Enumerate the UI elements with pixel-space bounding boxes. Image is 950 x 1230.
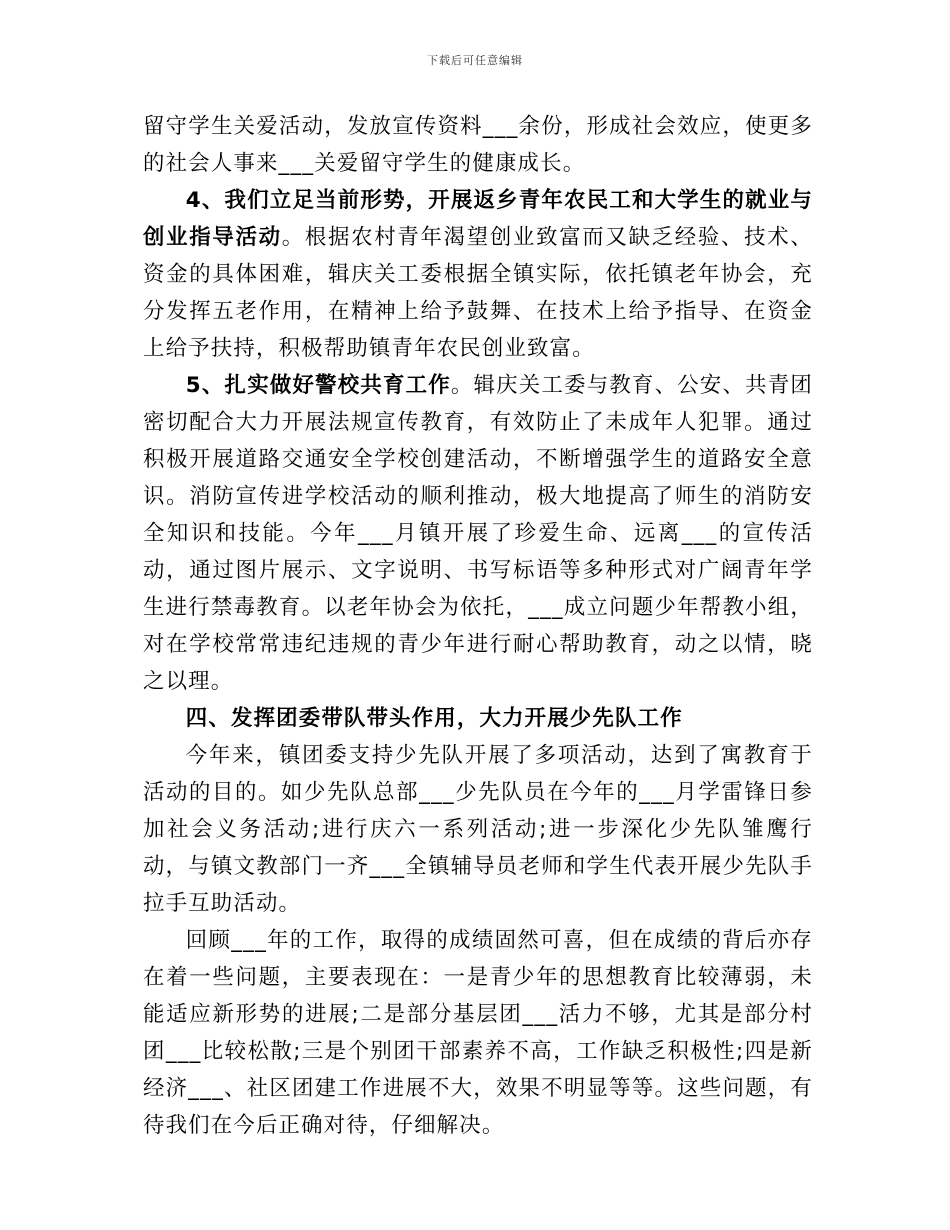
paragraph-review: 回顾___年的工作，取得的成绩固然可喜，但在成绩的背后亦存在着一些问题，主要表现在：一是青少年的思想教育比较薄弱，未能适应新形势的进展;二是部分基层团___活力不够，尤其是部分村团___比较松散;三是个别团干部素养不高，工作缺乏积极性;四是新经济___、社区团建工作进展不大，效果不明显等等。这些问题，有待我们在今后正确对待，仔细解决。 [143,928,813,1138]
item-5-title: 5、扎实做好警校共育工作 [185,373,451,398]
section-heading-4: 四、发挥团委带队带头作用，大力开展少先队工作 [185,706,683,731]
paragraph-pioneers: 今年来，镇团委支持少先队开展了多项活动，达到了寓教育于活动的目的。如少先队总部___少先队员在今年的___月学雷锋日参加社会义务活动;进行庆六一系列活动;进一步深化少先队雏鹰行动，与镇文教部门一齐___全镇辅导员老师和学生代表开展少先队手拉手互助活动。 [143,743,813,916]
paragraph-item-4 [143,182,813,367]
paragraph-continuation: 留守学生关爱活动，发放宣传资料___余份，形成社会效应，使更多的社会人事来___关爱留守学生的健康成长。 [143,114,813,176]
document-body [143,108,813,1144]
page-header-note: 下载后可任意编辑 [427,54,523,67]
item-4-title: 4、我们立足当前形势，开展返乡青年农民工和大学生的就业与创业指导活动 [143,188,813,250]
item-5-text: 。辑庆关工委与教育、公安、共青团密切配合大力开展法规宣传教育，有效防止了未成年人犯罪。通过积极开展道路交通安全学校创建活动，不断增强学生的道路安全意识。消防宣传进学校活动的顺利推动，极大地提高了师生的消防安全知识和技能。今年___月镇开展了珍爱生命、远离___的宣传活动，通过图片展示、文字说明、书写标语等多种形式对广阔青年学生进行禁毒教育。以老年协会为依托，___成立问题少年帮教小组，对在学校常常违纪违规的青少年进行耐心帮助教育，动之以情，晓之以理。 [143,373,813,694]
paragraph-item-5 [143,367,813,700]
item-4-text: 。根据农村青年渴望创业致富而又缺乏经验、技术、资金的具体困难，辑庆关工委根据全镇实际，依托镇老年协会，充分发挥五老作用，在精神上给予鼓舞、在技术上给予指导、在资金上给予扶持，积极帮助镇青年农民创业致富。 [143,225,813,361]
